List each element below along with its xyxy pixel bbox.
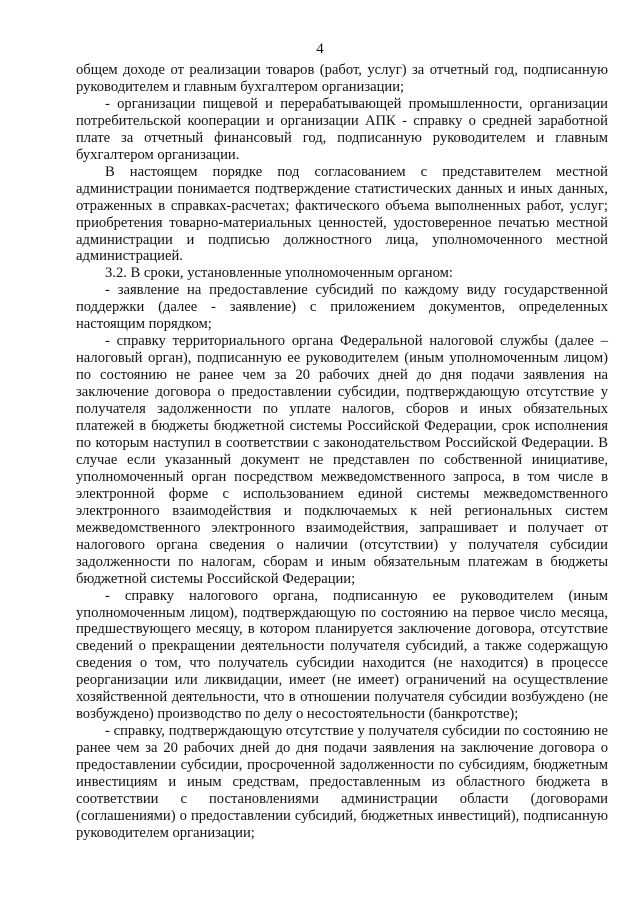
paragraph-tax-authority-certificate-item: - справку налогового органа, подписанную ее руководителем (иным уполномоченным лицом), подтверждающую по состоянию на первое число месяца, предшествующего месяцу, в котором планируется заключение договора, отсутствие сведений о прекращении деятельности получателя субсидий, а также содержащую сведения о том, что получатель субсидии находится (не находится) в процессе реорганизации или ликвидации, имеет (не имеет) ограничений на осуществление хозяйственной деятельности, что в отношении получателя субсидии возбуждено (не возбуждено) производство по делу о несостоятельности (банкротстве); [76, 587, 608, 723]
page-number: 4 [316, 41, 324, 57]
paragraph-food-industry-organizations: - организации пищевой и перерабатывающей промышленности, организации потребительской кооперации и организации АПК - справку о средней заработной плате за отчетный финансовый год, подписанную руководителем и главным бухгалтером организации. [76, 95, 608, 163]
paragraph-section-3-2-heading: 3.2. В сроки, установленные уполномоченным органом: [105, 265, 453, 282]
document-body [76, 62, 608, 842]
paragraph-approval-definition: В настоящем порядке под согласованием с представителем местной администрации понимается подтверждение статистических данных и иных данных, отраженных в справках-расчетах; фактического объема выполненных работ, услуг; приобретения товарно-материальных ценностей, удостоверенное печатью местной администрации и подписью должностного лица, уполномоченного местной администрацией. [76, 163, 608, 265]
paragraph-income-continuation: общем доходе от реализации товаров (работ, услуг) за отчетный год, подписанную руководителем и главным бухгалтером организации; [76, 62, 608, 95]
paragraph-tax-certificate-item: - справку территориального органа Федеральной налоговой службы (далее – налоговый орган), подписанную ее руководителем (иным уполномоченным лицом) по состоянию не ранее чем за 20 рабочих дней до дня подачи заявления на заключение договора о предоставлении субсидии, подтверждающую отсутствие у получателя задолженности по уплате налогов, сборов и иных обязательных платежей в бюджеты бюджетной системы Российской Федерации, срок исполнения по которым наступил в соответствии с законодательством Российской Федерации. В случае если указанный документ не представлен по собственной инициативе, уполномоченный орган посредством межведомственного запроса, в том числе в электронной форме с использованием единой системы межведомственного электронного взаимодействия и подключаемых к ней региональных систем межведомственного электронного взаимодействия, запрашивает и получает от налогового органа сведения о наличии (отсутствии) у получателя субсидии задолженности по налогам, сборам и иным обязательным платежам в бюджеты бюджетной системы Российской Федерации; [76, 333, 608, 587]
paragraph-application-item: - заявление на предоставление субсидий по каждому виду государственной поддержки (далее - заявление) с приложением документов, определенных настоящим порядком; [76, 282, 608, 333]
paragraph-no-overdue-debt-item: - справку, подтверждающую отсутствие у получателя субсидии по состоянию не ранее чем за 20 рабочих дней до дня подачи заявления на заключение договора о предоставлении субсидии, просроченной задолженности по субсидиям, бюджетным инвестициям и иным средствам, предоставленным из областного бюджета в соответствии с постановлениями администрации области (договорами (соглашениями) о предоставлении субсидий, бюджетных инвестиций), подписанную руководителем организации; [76, 723, 608, 841]
